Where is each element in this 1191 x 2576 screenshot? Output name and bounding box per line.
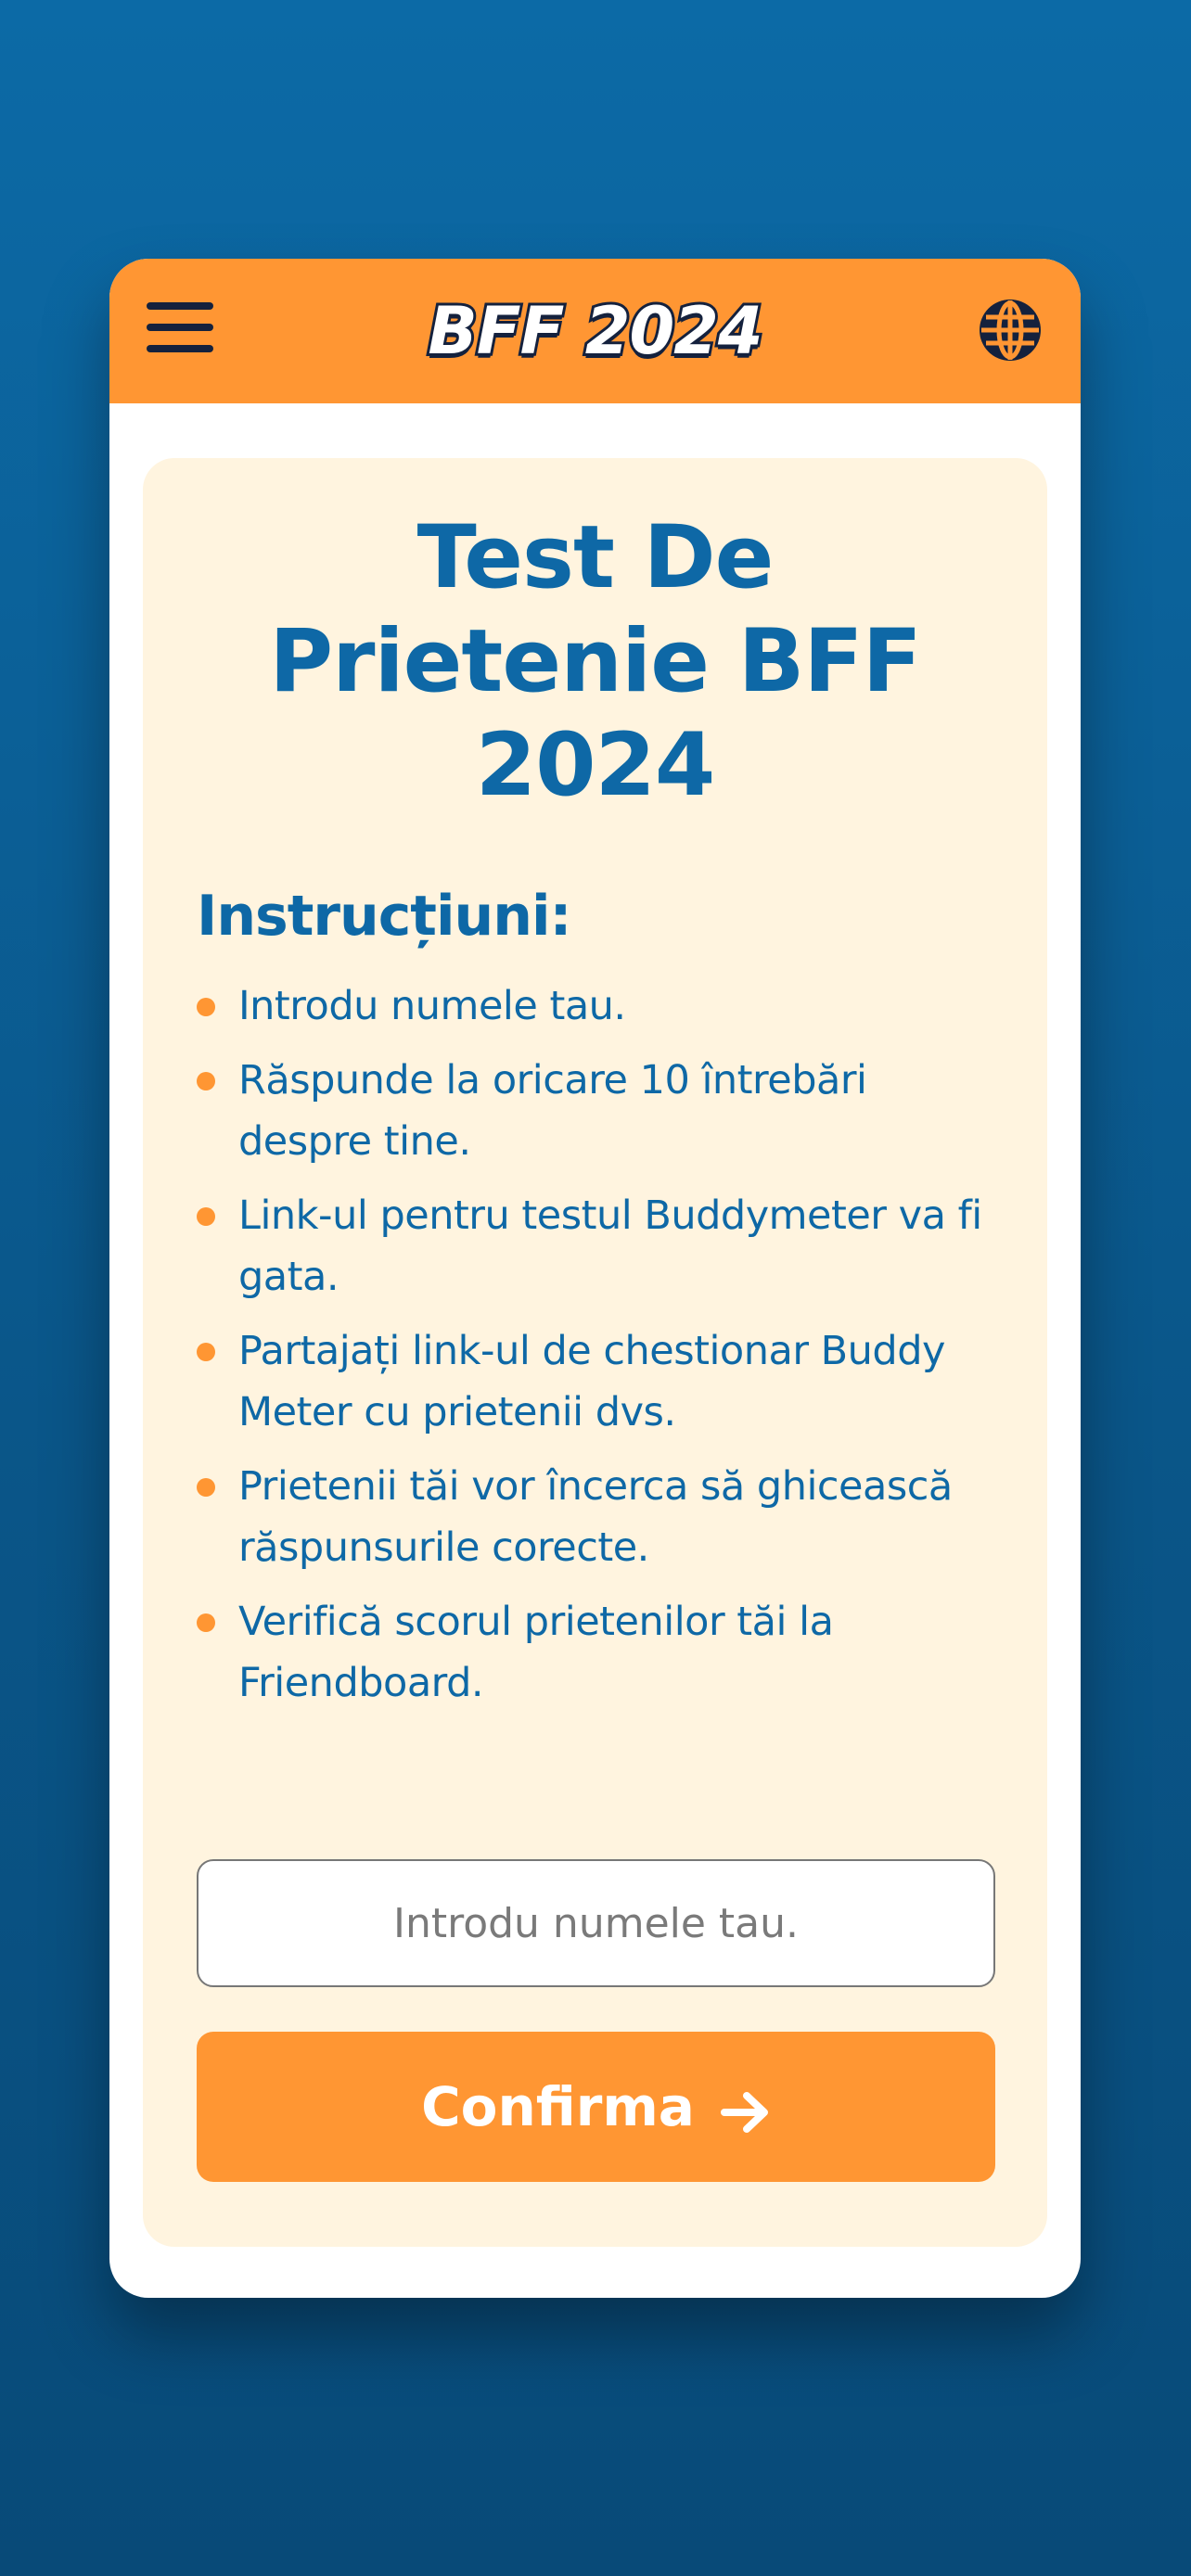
instruction-text: Răspunde la oricare 10 întrebări despre tine.: [238, 1057, 867, 1165]
instruction-item: [197, 1591, 1004, 1714]
instruction-text: Link-ul pentru testul Buddymeter va fi gata.: [238, 1192, 982, 1300]
instruction-text: Prietenii tăi vor încerca să ghicească răspunsurile corecte.: [238, 1463, 953, 1571]
quiz-panel: [143, 458, 1047, 2247]
instructions-heading: Instrucțiuni:: [197, 884, 571, 949]
name-input[interactable]: [197, 1859, 995, 1987]
instruction-item: [197, 976, 1004, 1037]
bullet-dot: [197, 998, 215, 1016]
hamburger-menu-icon[interactable]: [147, 299, 213, 356]
instruction-text: Verifică scorul prietenilor tăi la Friendboard.: [238, 1599, 834, 1706]
arrow-right-icon: [721, 2085, 771, 2129]
bullet-dot: [197, 1072, 215, 1090]
instruction-item: [197, 1320, 1004, 1443]
quiz-card: [109, 259, 1081, 2298]
instruction-text: Partajați link-ul de chestionar Buddy Meter cu prietenii dvs.: [238, 1328, 945, 1435]
globe-icon[interactable]: [978, 298, 1043, 363]
confirm-button-label: Confirma: [421, 2075, 695, 2138]
instruction-item: [197, 1185, 1004, 1307]
menu-line: [147, 302, 213, 310]
instructions-list: [197, 976, 1004, 1727]
instruction-text: Introdu numele tau.: [238, 983, 626, 1029]
bullet-dot: [197, 1478, 215, 1497]
menu-line: [147, 345, 213, 352]
instruction-item: [197, 1456, 1004, 1578]
menu-line: [147, 324, 213, 331]
top-bar: [109, 259, 1081, 403]
bullet-dot: [197, 1343, 215, 1361]
site-logo[interactable]: BFF 2024: [428, 293, 762, 369]
page-title: Test De Prietenie BFF 2024: [269, 507, 921, 816]
confirm-button[interactable]: [197, 2032, 995, 2182]
instruction-item: [197, 1050, 1004, 1172]
bullet-dot: [197, 1613, 215, 1632]
bullet-dot: [197, 1207, 215, 1226]
